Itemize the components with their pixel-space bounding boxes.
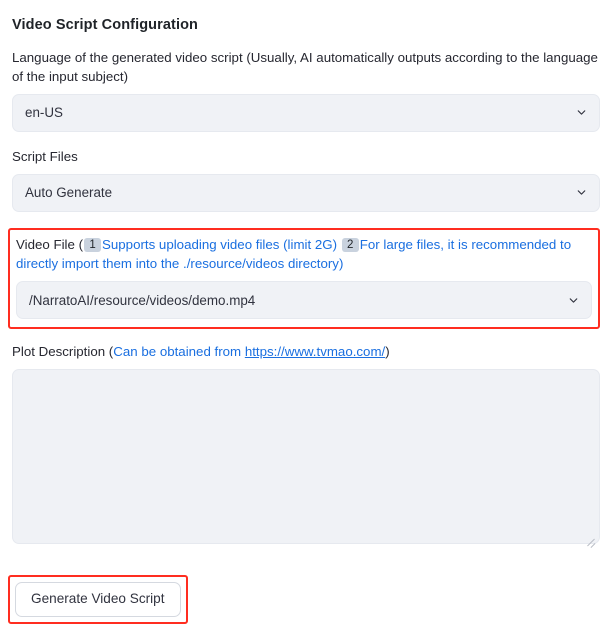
plot-description-input[interactable] <box>12 369 600 544</box>
plot-description-label-suffix: ) <box>385 344 390 360</box>
script-files-field-label: Script Files <box>12 148 78 164</box>
chevron-down-icon <box>574 106 588 120</box>
script-files-field-group <box>12 148 600 212</box>
chevron-down-icon <box>574 186 588 200</box>
video-file-select-value: /NarratoAI/resource/videos/demo.mp4 <box>29 292 256 308</box>
plot-description-label-prefix: Plot Description ( <box>12 344 114 360</box>
language-field-label: Language of the generated video script (Usually, AI automatically outputs according to the language of the input subject) <box>12 50 598 84</box>
generate-button-highlight-box <box>8 575 188 623</box>
plot-description-hint: Can be obtained from <box>113 344 245 360</box>
chevron-down-icon <box>566 293 580 307</box>
tvmao-link[interactable]: https://www.tvmao.com/ <box>244 344 386 360</box>
plot-description-field-label <box>12 343 600 362</box>
language-select-value: en-US <box>25 105 63 121</box>
video-file-select[interactable] <box>16 281 592 319</box>
badge-two: 2 <box>342 238 359 252</box>
video-file-hint-two: For large files, it is recommended to directly import them into the ./resource/videos directory) <box>16 236 572 271</box>
page-title: Video Script Configuration <box>12 17 199 33</box>
video-file-hint-one: Supports uploading video files (limit 2G) <box>102 236 338 252</box>
script-files-select[interactable] <box>12 174 600 212</box>
language-select[interactable] <box>12 94 600 132</box>
video-file-highlight-box <box>8 228 600 330</box>
badge-one: 1 <box>84 238 101 252</box>
language-field-group <box>12 49 600 132</box>
video-file-field-label <box>16 236 592 274</box>
plot-description-field-group <box>12 343 600 549</box>
generate-video-script-button[interactable]: Generate Video Script <box>15 582 181 616</box>
video-file-label-prefix: Video File ( <box>16 236 84 252</box>
script-files-select-value: Auto Generate <box>25 185 113 201</box>
